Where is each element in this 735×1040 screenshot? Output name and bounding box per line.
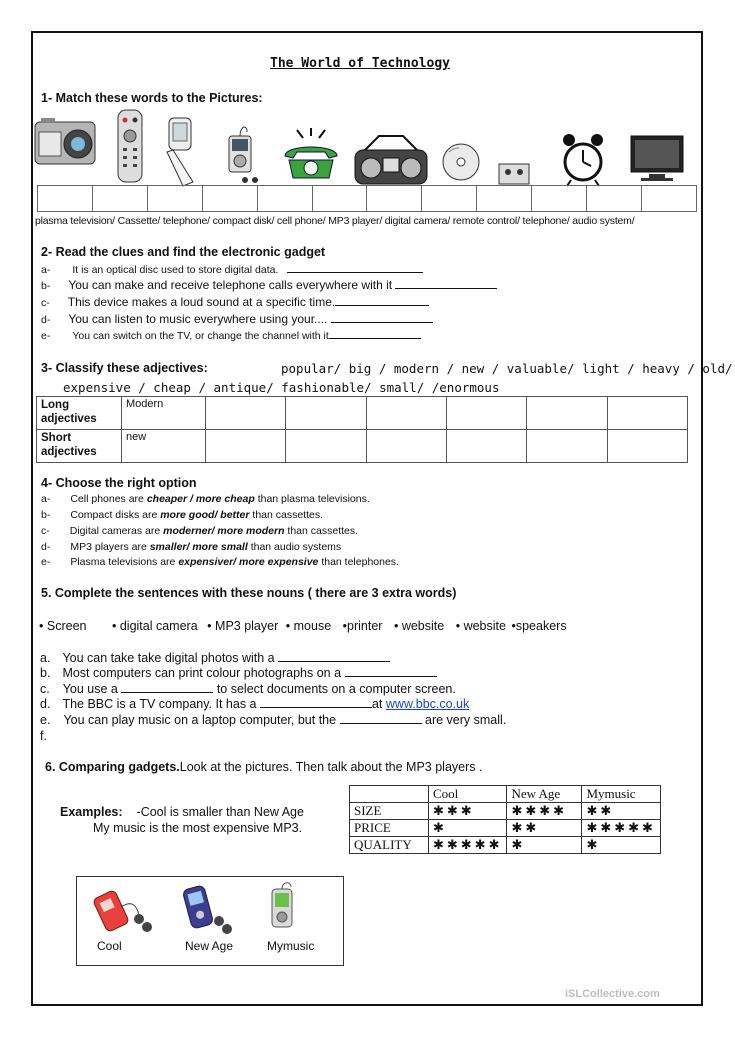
answer-cell[interactable]	[367, 186, 422, 212]
answer-cell[interactable]	[641, 186, 696, 212]
option-c: c- Digital cameras are moderner/ more modern than cassettes.	[41, 525, 359, 537]
cassette-icon	[499, 164, 529, 184]
answer-cell[interactable]	[147, 186, 202, 212]
row-label: PRICE	[350, 820, 429, 837]
adj-cell[interactable]	[286, 397, 366, 430]
answer-cell[interactable]	[202, 186, 257, 212]
plasma-television-icon	[631, 136, 683, 181]
adj-cell[interactable]	[206, 397, 286, 430]
answer-cell[interactable]	[477, 186, 532, 212]
example-1: Examples: -Cool is smaller than New Age	[60, 805, 304, 819]
noun: MP3 player	[215, 619, 279, 633]
section-2-heading: 2- Read the clues and find the electronic gadget	[41, 245, 326, 259]
compact-disk-icon	[443, 144, 479, 180]
row-label: SIZE	[350, 803, 429, 820]
cool-player-icon	[93, 890, 152, 933]
adjective-list-line2: expensive / cheap / antique/ fashionable/ small/ /enormous	[63, 380, 500, 395]
col-header: New Age	[507, 786, 582, 803]
rating-cell: ✱	[429, 820, 507, 837]
sentence-f: f.	[40, 729, 47, 743]
sentence-e: e. You can play music on a laptop computer, but the are very small.	[40, 713, 507, 727]
noun: website	[463, 619, 506, 633]
sentence-b: b. Most computers can print colour photographs on a	[40, 666, 437, 680]
gadget-pictures	[33, 108, 708, 188]
telephone-icon	[285, 128, 337, 178]
answer-cell[interactable]	[257, 186, 312, 212]
mymusic-player-icon	[272, 883, 292, 927]
adj-cell[interactable]: new	[122, 430, 206, 463]
adj-cell[interactable]	[527, 430, 607, 463]
new-age-player-icon	[182, 885, 232, 934]
noun: mouse	[293, 619, 332, 633]
answer-cell[interactable]	[92, 186, 147, 212]
cassette-player-icon	[355, 136, 427, 184]
alarm-clock-icon	[563, 134, 603, 186]
rating-cell: ✱✱	[582, 803, 661, 820]
sentence-c: c. You use a to select documents on a computer screen.	[40, 682, 456, 696]
page-title: The World of Technology	[270, 56, 451, 71]
rating-cell: ✱✱✱✱	[507, 803, 582, 820]
remote-control-icon	[118, 110, 142, 182]
answer-cell[interactable]	[532, 186, 587, 212]
noun: website	[401, 619, 445, 633]
row-label: QUALITY	[350, 837, 429, 854]
short-adjectives-label: Short adjectives	[37, 430, 122, 463]
digital-camera-icon	[35, 118, 95, 164]
adjective-list-line1: popular/ big / modern / new / valuable/ light / heavy / old/	[281, 361, 733, 376]
noun: printer	[347, 619, 383, 633]
option-a: a- Cell phones are cheaper / more cheap than plasma televisions.	[41, 493, 370, 505]
col-header: Mymusic	[582, 786, 661, 803]
adjective-table	[36, 396, 688, 463]
match-answer-grid	[37, 185, 697, 212]
example-2: My music is the most expensive MP3.	[93, 821, 303, 835]
section-4-heading: 4- Choose the right option	[41, 476, 197, 490]
option-b: b- Compact disks are more good/ better than cassettes.	[41, 509, 324, 521]
clue-a: a- It is an optical disc used to store digital data.	[41, 263, 423, 276]
section-3-heading: 3- Classify these adjectives:	[41, 361, 208, 375]
long-adjectives-label: Long adjectives	[37, 397, 122, 430]
watermark: iSLCollective.com	[565, 988, 660, 1000]
clue-d: d- You can listen to music everywhere using your....	[41, 312, 433, 326]
clue-e: e- You can switch on the TV, or change the channel with it	[41, 329, 421, 342]
comparison-table	[349, 785, 661, 854]
cell-phone-icon	[167, 118, 193, 186]
answer-cell[interactable]	[422, 186, 477, 212]
option-e: e- Plasma televisions are expensiver/ more expensive than telephones.	[41, 556, 399, 568]
adj-cell[interactable]: Modern	[122, 397, 206, 430]
rating-cell: ✱✱✱	[429, 803, 507, 820]
adj-cell[interactable]	[446, 397, 526, 430]
section-6-heading: 6. Comparing gadgets.Look at the pictures. Then talk about the MP3 players .	[45, 760, 483, 774]
answer-cell[interactable]	[312, 186, 367, 212]
clue-b: b- You can make and receive telephone calls everywhere with it	[41, 278, 497, 292]
adj-cell[interactable]	[286, 430, 366, 463]
adj-cell[interactable]	[366, 397, 446, 430]
bbc-link[interactable]: www.bbc.co.uk	[385, 697, 470, 711]
adj-cell[interactable]	[206, 430, 286, 463]
rating-cell: ✱✱	[507, 820, 582, 837]
noun: digital camera	[119, 619, 198, 633]
sentence-a: a. You can take take digital photos with a	[40, 651, 390, 665]
rating-cell: ✱✱✱✱✱	[429, 837, 507, 854]
rating-cell: ✱	[507, 837, 582, 854]
adj-cell[interactable]	[366, 430, 446, 463]
mp3-player-icon	[229, 127, 258, 183]
col-header: Cool	[429, 786, 507, 803]
noun: speakers	[515, 619, 567, 633]
noun-list: • Screen • digital camera • MP3 player • mouse •printer • website • website •speakers	[39, 619, 567, 633]
option-d: d- MP3 players are smaller/ more small than audio systems	[41, 541, 342, 553]
section-5-heading: 5. Complete the sentences with these nouns ( there are 3 extra words)	[41, 586, 457, 600]
word-list: plasma television/ Cassette/ telephone/ compact disk/ cell phone/ MP3 player/ digital camera/ remote control/ telephone/ audio system/	[35, 215, 635, 227]
adj-cell[interactable]	[607, 397, 687, 430]
adj-cell[interactable]	[446, 430, 526, 463]
answer-cell[interactable]	[587, 186, 642, 212]
section-1-heading: 1- Match these words to the Pictures:	[41, 91, 263, 105]
noun: Screen	[46, 619, 87, 633]
player-label: Cool	[97, 939, 122, 953]
rating-cell: ✱✱✱✱✱	[582, 820, 661, 837]
player-label: New Age	[185, 939, 234, 953]
clue-c: c- This device makes a loud sound at a specific time.	[41, 295, 429, 309]
mp3-players-picture	[76, 876, 344, 966]
adj-cell[interactable]	[527, 397, 607, 430]
adj-cell[interactable]	[607, 430, 687, 463]
rating-cell: ✱	[582, 837, 661, 854]
sentence-d: d. The BBC is a TV company. It has a at www.bbc.co.uk	[40, 697, 470, 711]
player-label: Mymusic	[267, 939, 315, 953]
answer-cell[interactable]	[38, 186, 93, 212]
